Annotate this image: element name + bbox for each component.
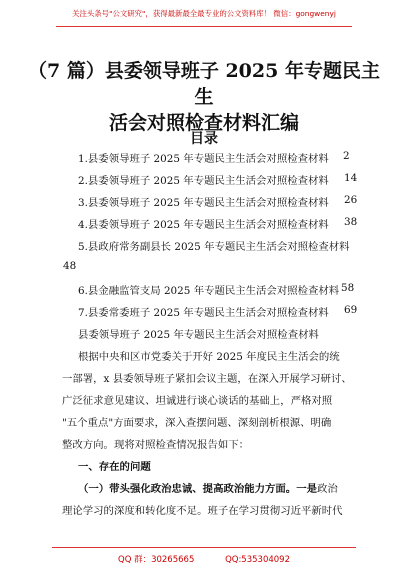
toc-item[interactable] [78, 304, 358, 319]
toc-item[interactable] [78, 150, 350, 165]
subsection-line [78, 480, 338, 495]
toc-item[interactable] [78, 238, 350, 253]
toc-item-page: 26 [344, 194, 358, 206]
header-banner [0, 0, 408, 52]
toc-item-text: 5.县政府常务副县长 2025 年专题民主生活会对照检查材料 [78, 241, 350, 253]
title-line-1: （7 篇）县委领导班子 2025 年专题民主生 [28, 60, 380, 108]
subsection-heading: （一）带头强化政治忠诚、提高政治能力方面。一是 [78, 483, 317, 495]
body-paragraph-line: "五个重点"方面要求，深入查摆问题、深刻剖析根源、明确 [62, 417, 332, 429]
toc-item-page: 69 [344, 304, 358, 316]
toc-item-text: 1.县委领导班子 2025 年专题民主生活会对照检查材料 [78, 153, 329, 165]
document-title [26, 58, 382, 136]
toc-item-page: 14 [344, 172, 358, 184]
toc-item[interactable] [78, 172, 358, 187]
header-rule [56, 26, 352, 27]
toc-item-page-wrapped[interactable]: 48 [63, 260, 77, 272]
toc-item[interactable] [78, 216, 358, 231]
body-paragraph-line: 整改方向。现将对照检查情况报告如下： [62, 439, 250, 451]
body-doc-title: 县委领导班子 2025 年专题民主生活会对照检查材料 [78, 329, 319, 341]
toc-item-text: 3.县委领导班子 2025 年专题民主生活会对照检查材料 [78, 197, 329, 209]
footer [0, 553, 408, 565]
footer-rule [52, 547, 356, 548]
body-paragraph-line: 根据中央和区市党委关于开好 2025 年度民主生活会的统 [78, 351, 340, 363]
body-paragraph-line: 理论学习的深度和转化度不足。班子在学习贯彻习近平新时代 [62, 505, 343, 517]
body-paragraph-line: 一部署，x 县委领导班子紧扣会议主题，在深入开展学习研讨、 [62, 373, 352, 385]
toc-item-page: 2 [343, 150, 350, 162]
toc-item-text: 2.县委领导班子 2025 年专题民主生活会对照检查材料 [78, 175, 329, 187]
footer-qq: QQ:535304092 [225, 555, 290, 565]
toc-item[interactable] [78, 194, 358, 209]
toc-item-page: 58 [341, 282, 355, 294]
footer-qq-group: QQ 群：30265665 [118, 555, 195, 565]
toc-item-text: 7.县委常委班子 2025 年专题民主生活会对照检查材料 [78, 307, 329, 319]
title-line-2: 活会对照检查材料汇编 [108, 112, 299, 134]
body-paragraph-line: 广泛征求意见建议、坦诚进行谈心谈话的基础上，严格对照 [62, 395, 333, 407]
toc-item[interactable] [78, 282, 355, 297]
subsection-text: 政治 [316, 483, 338, 495]
toc-item-text: 4.县委领导班子 2025 年专题民主生活会对照检查材料 [78, 219, 329, 231]
toc-heading: 目录 [190, 131, 218, 147]
toc-item-page: 38 [344, 216, 358, 228]
toc-item-text: 6.县金融监管支局 2025 年专题民主生活会对照检查材料 [78, 285, 340, 297]
section-heading: 一、存在的问题 [78, 461, 151, 473]
banner-text: 关注头条号"公文研究"，获得最新最全最专业的公文资料库！ 微信：gongwenyj [72, 9, 336, 18]
